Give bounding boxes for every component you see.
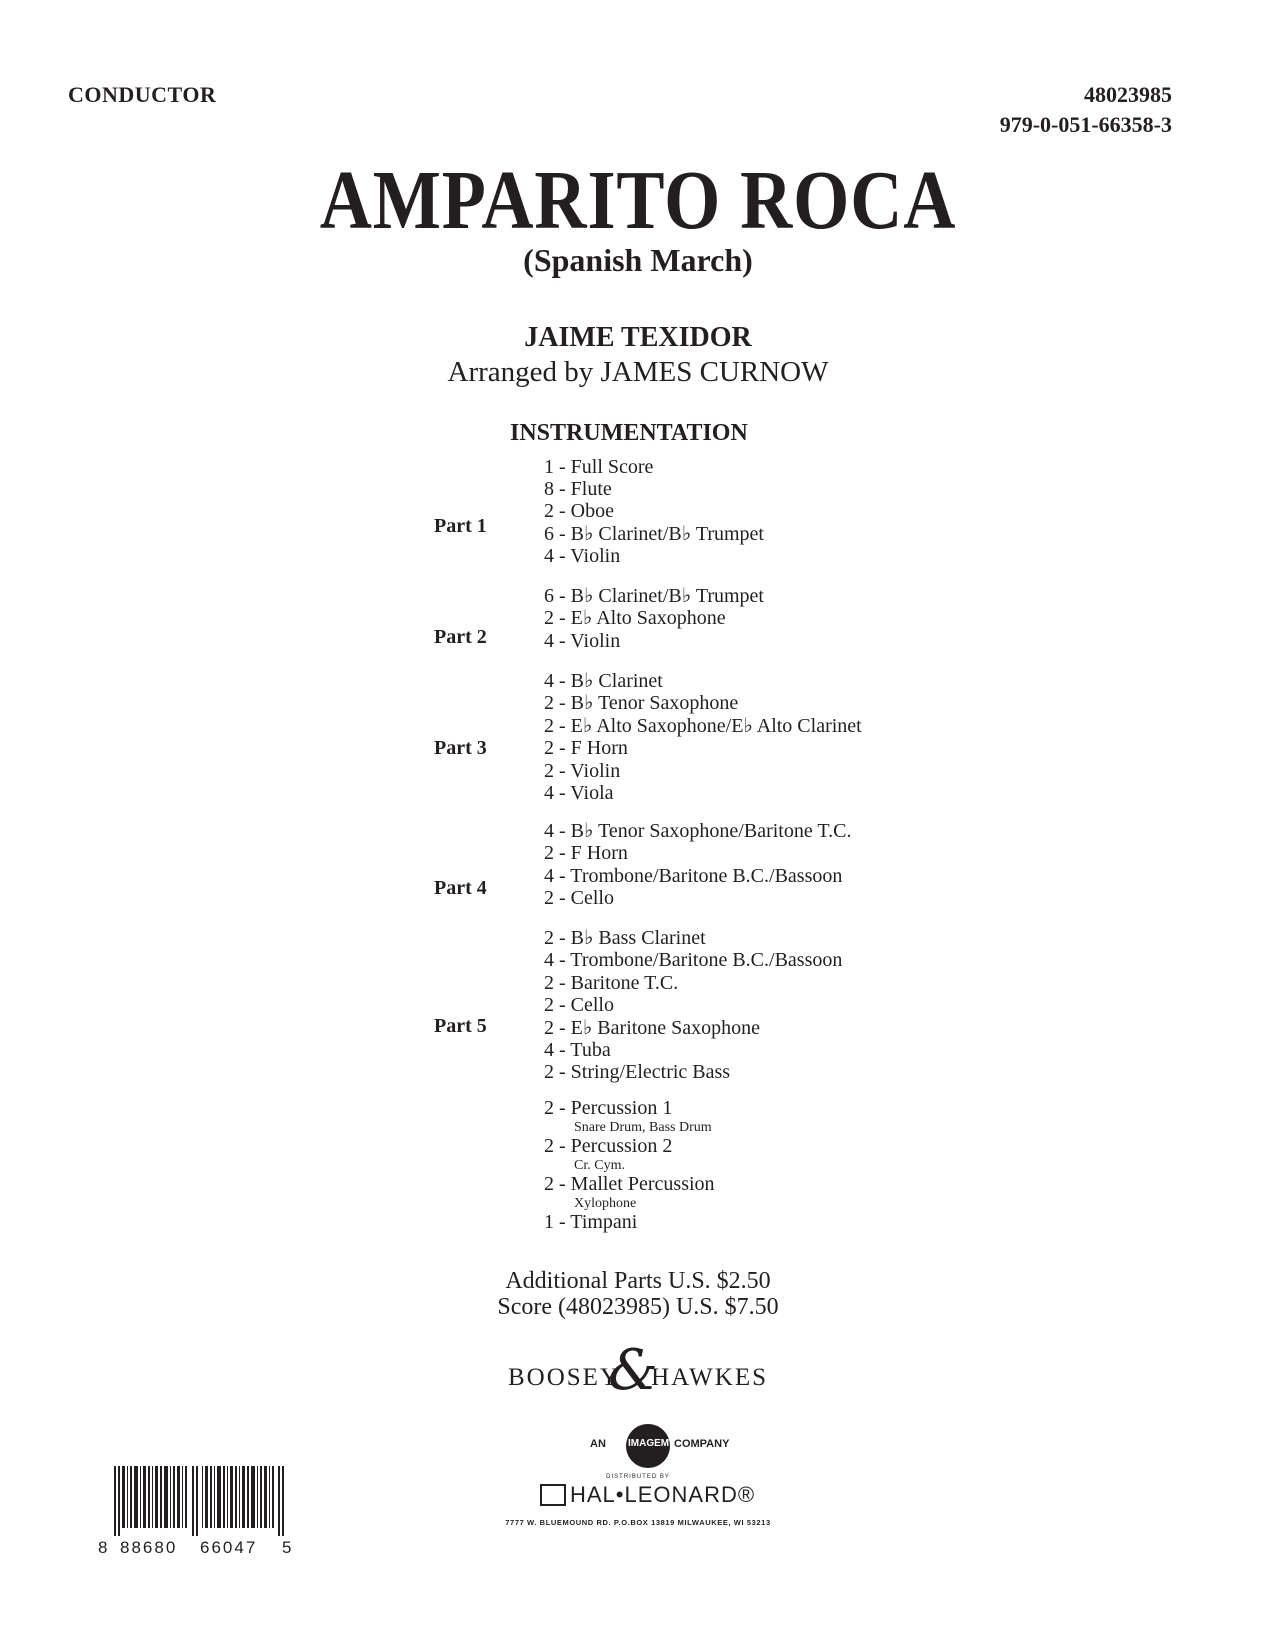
part-label: Part 3 bbox=[434, 737, 487, 759]
hal-leonard-wordmark: HAL•LEONARD® bbox=[570, 1482, 756, 1507]
barcode-icon bbox=[114, 1466, 286, 1536]
list-item: 8 - Flute bbox=[544, 478, 612, 500]
page-title: AMPARITO ROCA bbox=[319, 154, 957, 247]
additional-parts-price: Additional Parts U.S. $2.50 bbox=[505, 1268, 771, 1294]
list-item: 4 - Violin bbox=[544, 545, 621, 568]
part-label: Part 1 bbox=[434, 515, 487, 537]
hal-leonard-logo bbox=[540, 1480, 756, 1510]
list-item: 2 - Cello bbox=[544, 994, 614, 1017]
list-item: 4 - B♭ Tenor Saxophone/Baritone T.C. bbox=[544, 820, 852, 842]
composer-name: JAIME TEXIDOR bbox=[524, 322, 752, 353]
catalog-number: 48023985 bbox=[1084, 82, 1172, 107]
list-item: 4 - B♭ Clarinet bbox=[544, 670, 663, 692]
list-item: 2 - F Horn bbox=[544, 842, 628, 865]
list-item-detail: Cr. Cym. bbox=[574, 1158, 625, 1173]
list-item: 2 - E♭ Baritone Saxophone bbox=[544, 1016, 761, 1039]
distributor-address: 7777 W. BLUEMOUND RD. P.O.BOX 13819 MILWAUKEE, WI 53213 bbox=[505, 1518, 771, 1527]
ampersand-glyph: & bbox=[608, 1338, 658, 1403]
score-price: Score (48023985) U.S. $7.50 bbox=[497, 1294, 779, 1320]
part-list bbox=[544, 670, 862, 804]
list-item: 2 - Oboe bbox=[544, 500, 614, 523]
list-item: 4 - Trombone/Baritone B.C./Bassoon bbox=[544, 864, 843, 887]
conductor-label: CONDUCTOR bbox=[68, 82, 217, 107]
ismn-number: 979-0-051-66358-3 bbox=[999, 112, 1172, 137]
list-item: 2 - E♭ Alto Saxophone/E♭ Alto Clarinet bbox=[544, 714, 862, 737]
list-item: 2 - String/Electric Bass bbox=[544, 1061, 731, 1084]
publisher-name-right: HAWKES bbox=[651, 1364, 768, 1391]
part-label: Part 4 bbox=[434, 877, 487, 899]
list-item: 2 - Percussion 1 bbox=[544, 1097, 673, 1119]
list-item: 2 - F Horn bbox=[544, 737, 628, 760]
list-item: 1 - Timpani bbox=[544, 1211, 638, 1233]
part-label: Part 2 bbox=[434, 626, 487, 648]
imagem-text-mid: IMAGEM bbox=[628, 1438, 670, 1449]
list-item: 4 - Viola bbox=[544, 782, 614, 805]
part-list bbox=[544, 820, 851, 910]
barcode-digit-group1: 88680 bbox=[120, 1538, 178, 1557]
list-item: 2 - Violin bbox=[544, 759, 621, 782]
barcode-digit-lead: 8 bbox=[98, 1538, 108, 1557]
imagem-logo bbox=[590, 1420, 730, 1474]
instrumentation-heading: INSTRUMENTATION bbox=[510, 420, 748, 446]
catalog-info bbox=[1000, 80, 1172, 140]
distributed-by-label: DISTRIBUTED BY bbox=[606, 1474, 670, 1480]
list-item: 2 - Percussion 2 bbox=[544, 1135, 673, 1157]
imagem-text-left: AN bbox=[590, 1438, 606, 1450]
list-item-detail: Snare Drum, Bass Drum bbox=[574, 1120, 712, 1135]
list-item: 2 - B♭ Tenor Saxophone bbox=[544, 692, 739, 715]
part-label: Part 5 bbox=[434, 1015, 487, 1037]
part-list bbox=[544, 478, 764, 568]
percussion-list bbox=[544, 1098, 715, 1233]
list-item: 6 - B♭ Clarinet/B♭ Trumpet bbox=[544, 585, 764, 607]
list-item: 2 - Baritone T.C. bbox=[544, 971, 679, 994]
hal-leonard-mark-icon bbox=[540, 1484, 566, 1506]
list-item: 2 - Mallet Percussion bbox=[544, 1173, 715, 1195]
part-list bbox=[544, 927, 842, 1084]
list-item: 4 - Trombone/Baritone B.C./Bassoon bbox=[544, 949, 843, 972]
full-score-item: 1 - Full Score bbox=[544, 456, 654, 478]
list-item: 4 - Violin bbox=[544, 629, 621, 652]
price-info bbox=[0, 1268, 1276, 1320]
arranger-credit: Arranged by JAMES CURNOW bbox=[447, 356, 829, 388]
publisher-name-left: BOOSEY bbox=[508, 1364, 621, 1391]
imagem-text-right: COMPANY bbox=[674, 1438, 730, 1450]
list-item-detail: Xylophone bbox=[574, 1196, 637, 1211]
list-item: 2 - B♭ Bass Clarinet bbox=[544, 927, 706, 949]
list-item: 2 - E♭ Alto Saxophone bbox=[544, 607, 726, 630]
barcode-digit-trail: 5 bbox=[282, 1538, 292, 1557]
page-subtitle: (Spanish March) bbox=[523, 242, 753, 278]
part-list bbox=[544, 585, 764, 652]
barcode-digit-group2: 66047 bbox=[200, 1538, 258, 1557]
boosey-hawkes-logo bbox=[508, 1338, 768, 1406]
list-item: 4 - Tuba bbox=[544, 1039, 611, 1062]
list-item: 6 - B♭ Clarinet/B♭ Trumpet bbox=[544, 522, 764, 545]
list-item: 2 - Cello bbox=[544, 887, 614, 910]
